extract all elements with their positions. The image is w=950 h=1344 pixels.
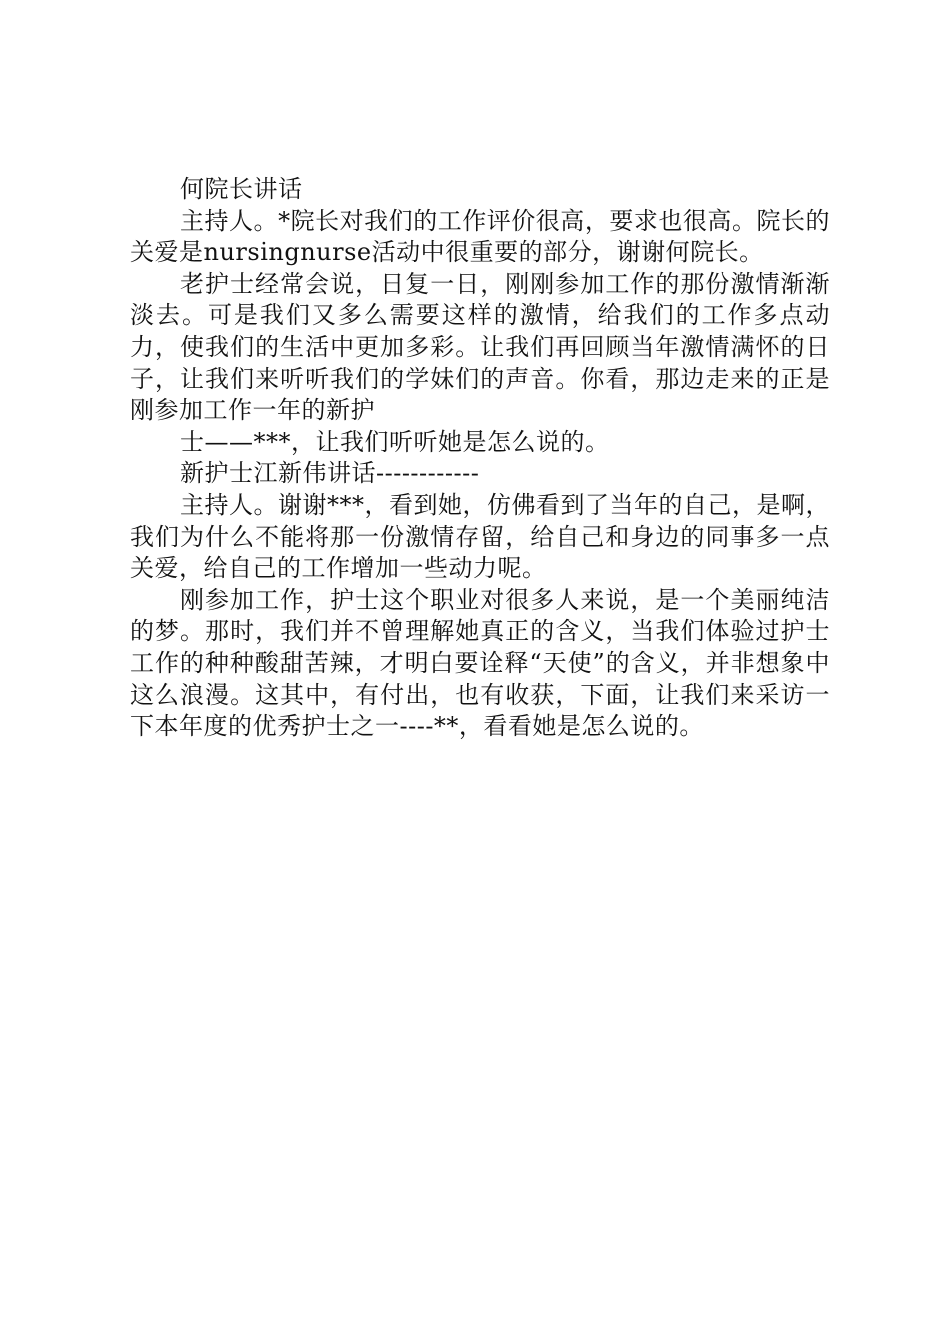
host-thanks-paragraph: 主持人。谢谢***，看到她，仿佛看到了当年的自己，是啊，我们为什么不能将那一份激情存留，给自己和身边的同事多一点关爱，给自己的工作增加一些动力呢。 <box>130 490 830 583</box>
section-heading-new-nurse-speech: 新护士江新伟讲话------------ <box>180 459 480 488</box>
senior-nurse-paragraph: 老护士经常会说，日复一日，刚刚参加工作的那份激情渐渐淡去。可是我们又多么需要这样的激情，给我们的工作多点动力，使我们的生活中更加多彩。让我们再回顾当年激情满怀的日子，让我们来听听我们的学妹们的声音。你看，那边走来的正是刚参加工作一年的新护 <box>130 269 830 425</box>
section-heading-dean-speech: 何院长讲话 <box>180 175 303 203</box>
new-nurse-intro-paragraph: 士——***，让我们听听她是怎么说的。 <box>180 427 610 456</box>
excellent-nurse-intro-paragraph: 刚参加工作，护士这个职业对很多人来说，是一个美丽纯洁的梦。那时，我们并不曾理解她真正的含义，当我们体验过护士工作的种种酸甜苦辣，才明白要诠释“天使”的含义，并非想象中这么浪漫。这其中，有付出，也有收获，下面，让我们来采访一下本年度的优秀护士之一----**，看看她是怎么说的。 <box>130 585 830 741</box>
host-remark-paragraph: 主持人。*院长对我们的工作评价很高，要求也很高。院长的关爱是nursingnurse活动中很重要的部分，谢谢何院长。 <box>130 206 830 267</box>
document-body <box>130 174 830 743</box>
